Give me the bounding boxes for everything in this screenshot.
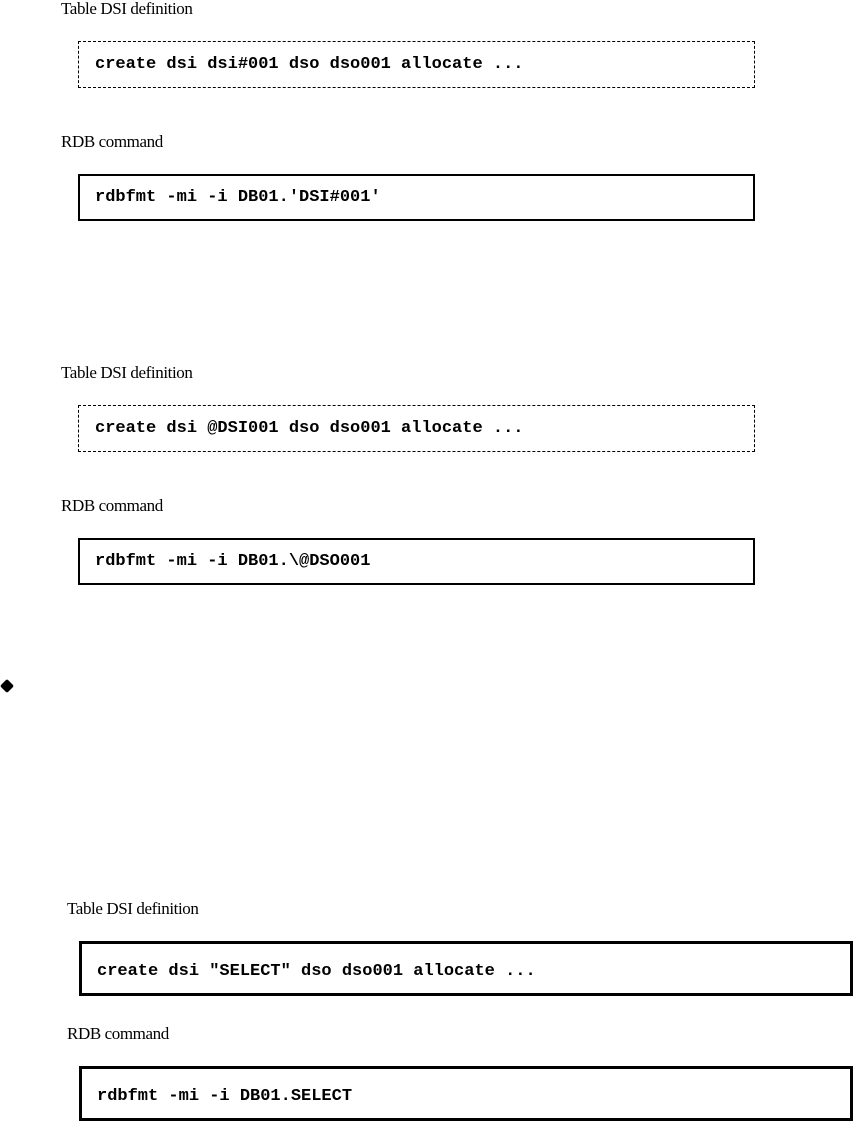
- diamond-bullet-icon: [0, 679, 14, 693]
- rdb-command-code-2: rdbfmt -mi -i DB01.\@DSO001: [95, 552, 371, 571]
- rdb-command-code-3: rdbfmt -mi -i DB01.SELECT: [97, 1087, 353, 1106]
- dsi-definition-code-2: create dsi @DSI001 dso dso001 allocate ...: [95, 419, 524, 438]
- table-dsi-definition-label-1: Table DSI definition: [61, 0, 193, 18]
- rdb-command-label-3: RDB command: [67, 1024, 169, 1043]
- rdb-command-code-1: rdbfmt -mi -i DB01.'DSI#001': [95, 188, 381, 207]
- table-dsi-definition-label-3: Table DSI definition: [67, 899, 199, 918]
- table-dsi-definition-label-2: Table DSI definition: [61, 363, 193, 382]
- rdb-command-label-2: RDB command: [61, 496, 163, 515]
- dsi-definition-code-3: create dsi "SELECT" dso dso001 allocate ...: [97, 962, 536, 981]
- dsi-definition-code-1: create dsi dsi#001 dso dso001 allocate ...: [95, 55, 524, 74]
- rdb-command-label-1: RDB command: [61, 132, 163, 151]
